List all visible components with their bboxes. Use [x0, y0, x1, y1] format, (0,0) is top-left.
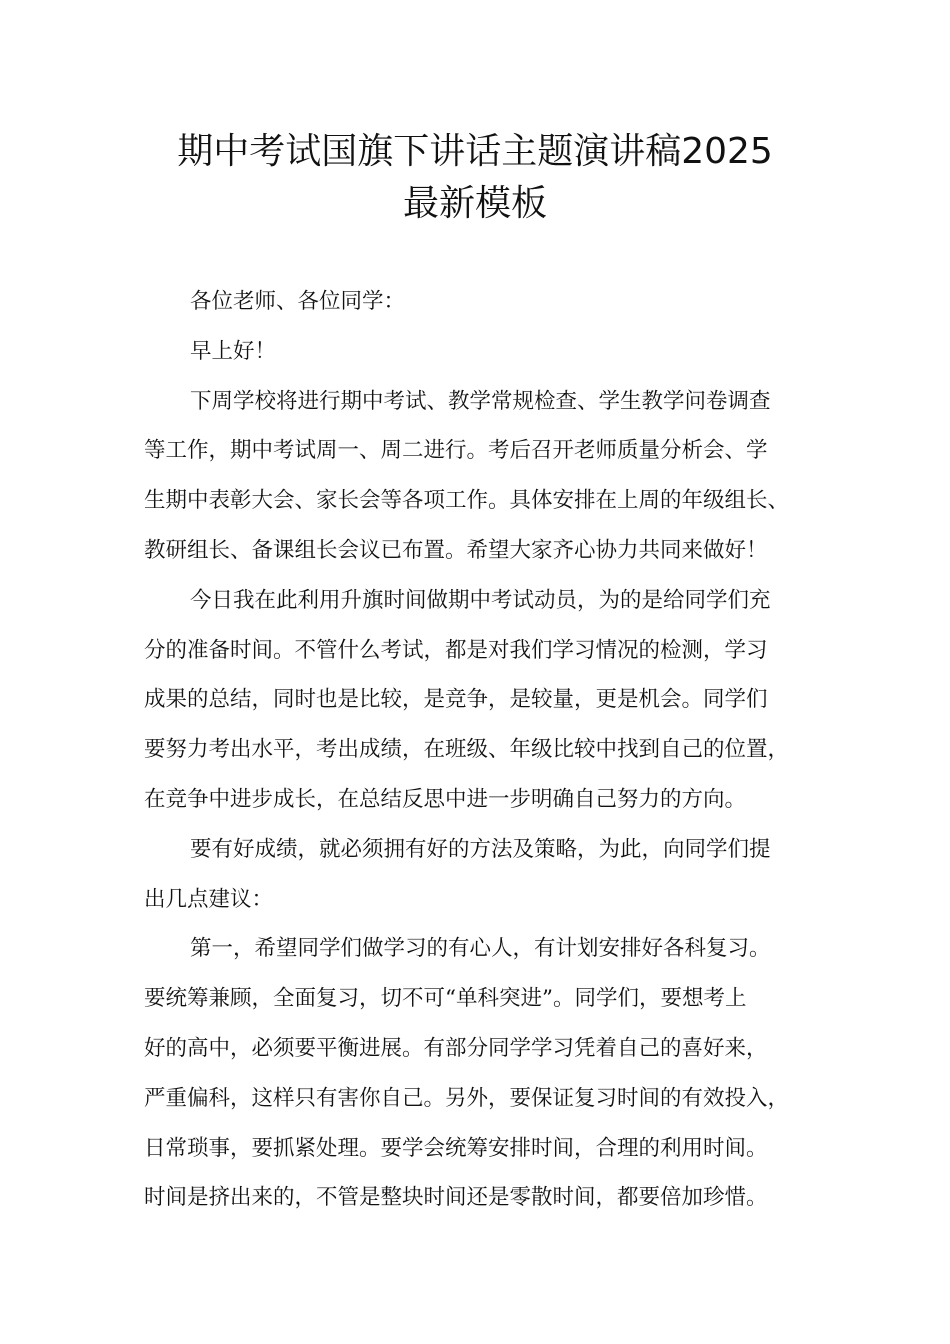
document-title — [100, 126, 850, 230]
text-line: 教研组长、备课组长会议已布置。希望大家齐心协力共同来做好！ — [144, 537, 768, 563]
title-line: 期中考试国旗下讲话主题演讲稿2025 — [177, 131, 773, 172]
text-line: 时间是挤出来的，不管是整块时间还是零散时间，都要倍加珍惜。 — [144, 1185, 768, 1211]
text-line: 下周学校将进行期中考试、教学常规检查、学生教学问卷调查 — [190, 388, 771, 414]
text-line: 出几点建议： — [144, 886, 274, 912]
text-line: 分的准备时间。不管什么考试，都是对我们学习情况的检测，学习 — [144, 637, 768, 663]
text-line: 要努力考出水平，考出成绩，在班级、年级比较中找到自己的位置， — [144, 737, 790, 763]
text-line: 各位老师、各位同学： — [190, 289, 406, 314]
title-line: 最新模板 — [402, 183, 547, 224]
text-line: 好的高中，必须要平衡进展。有部分同学学习凭着自己的喜好来， — [144, 1035, 768, 1061]
text-line: 今日我在此利用升旗时间做期中考试动员，为的是给同学们充 — [190, 587, 771, 613]
text-line: 日常琐事，要抓紧处理。要学会统筹安排时间，合理的利用时间。 — [144, 1135, 768, 1161]
text-line: 生期中表彰大会、家长会等各项工作。具体安排在上周的年级组长、 — [144, 488, 790, 514]
text-line: 成果的总结，同时也是比较，是竞争，是较量，更是机会。同学们 — [144, 687, 768, 713]
text-line: 在竞争中进步成长，在总结反思中进一步明确自己努力的方向。 — [144, 786, 747, 812]
text-line: 等工作，期中考试周一、周二进行。考后召开老师质量分析会、学 — [144, 438, 768, 464]
text-line: 要有好成绩，就必须拥有好的方法及策略，为此，向同学们提 — [190, 836, 771, 862]
text-line: 第一，希望同学们做学习的有心人，有计划安排好各科复习。 — [190, 936, 771, 962]
document-body — [144, 277, 824, 1223]
text-line: 早上好！ — [190, 338, 277, 364]
text-line: 严重偏科，这样只有害你自己。另外，要保证复习时间的有效投入， — [144, 1085, 790, 1111]
text-line: 要统筹兼顾，全面复习，切不可“单科突进”。同学们，要想考上 — [144, 986, 747, 1012]
